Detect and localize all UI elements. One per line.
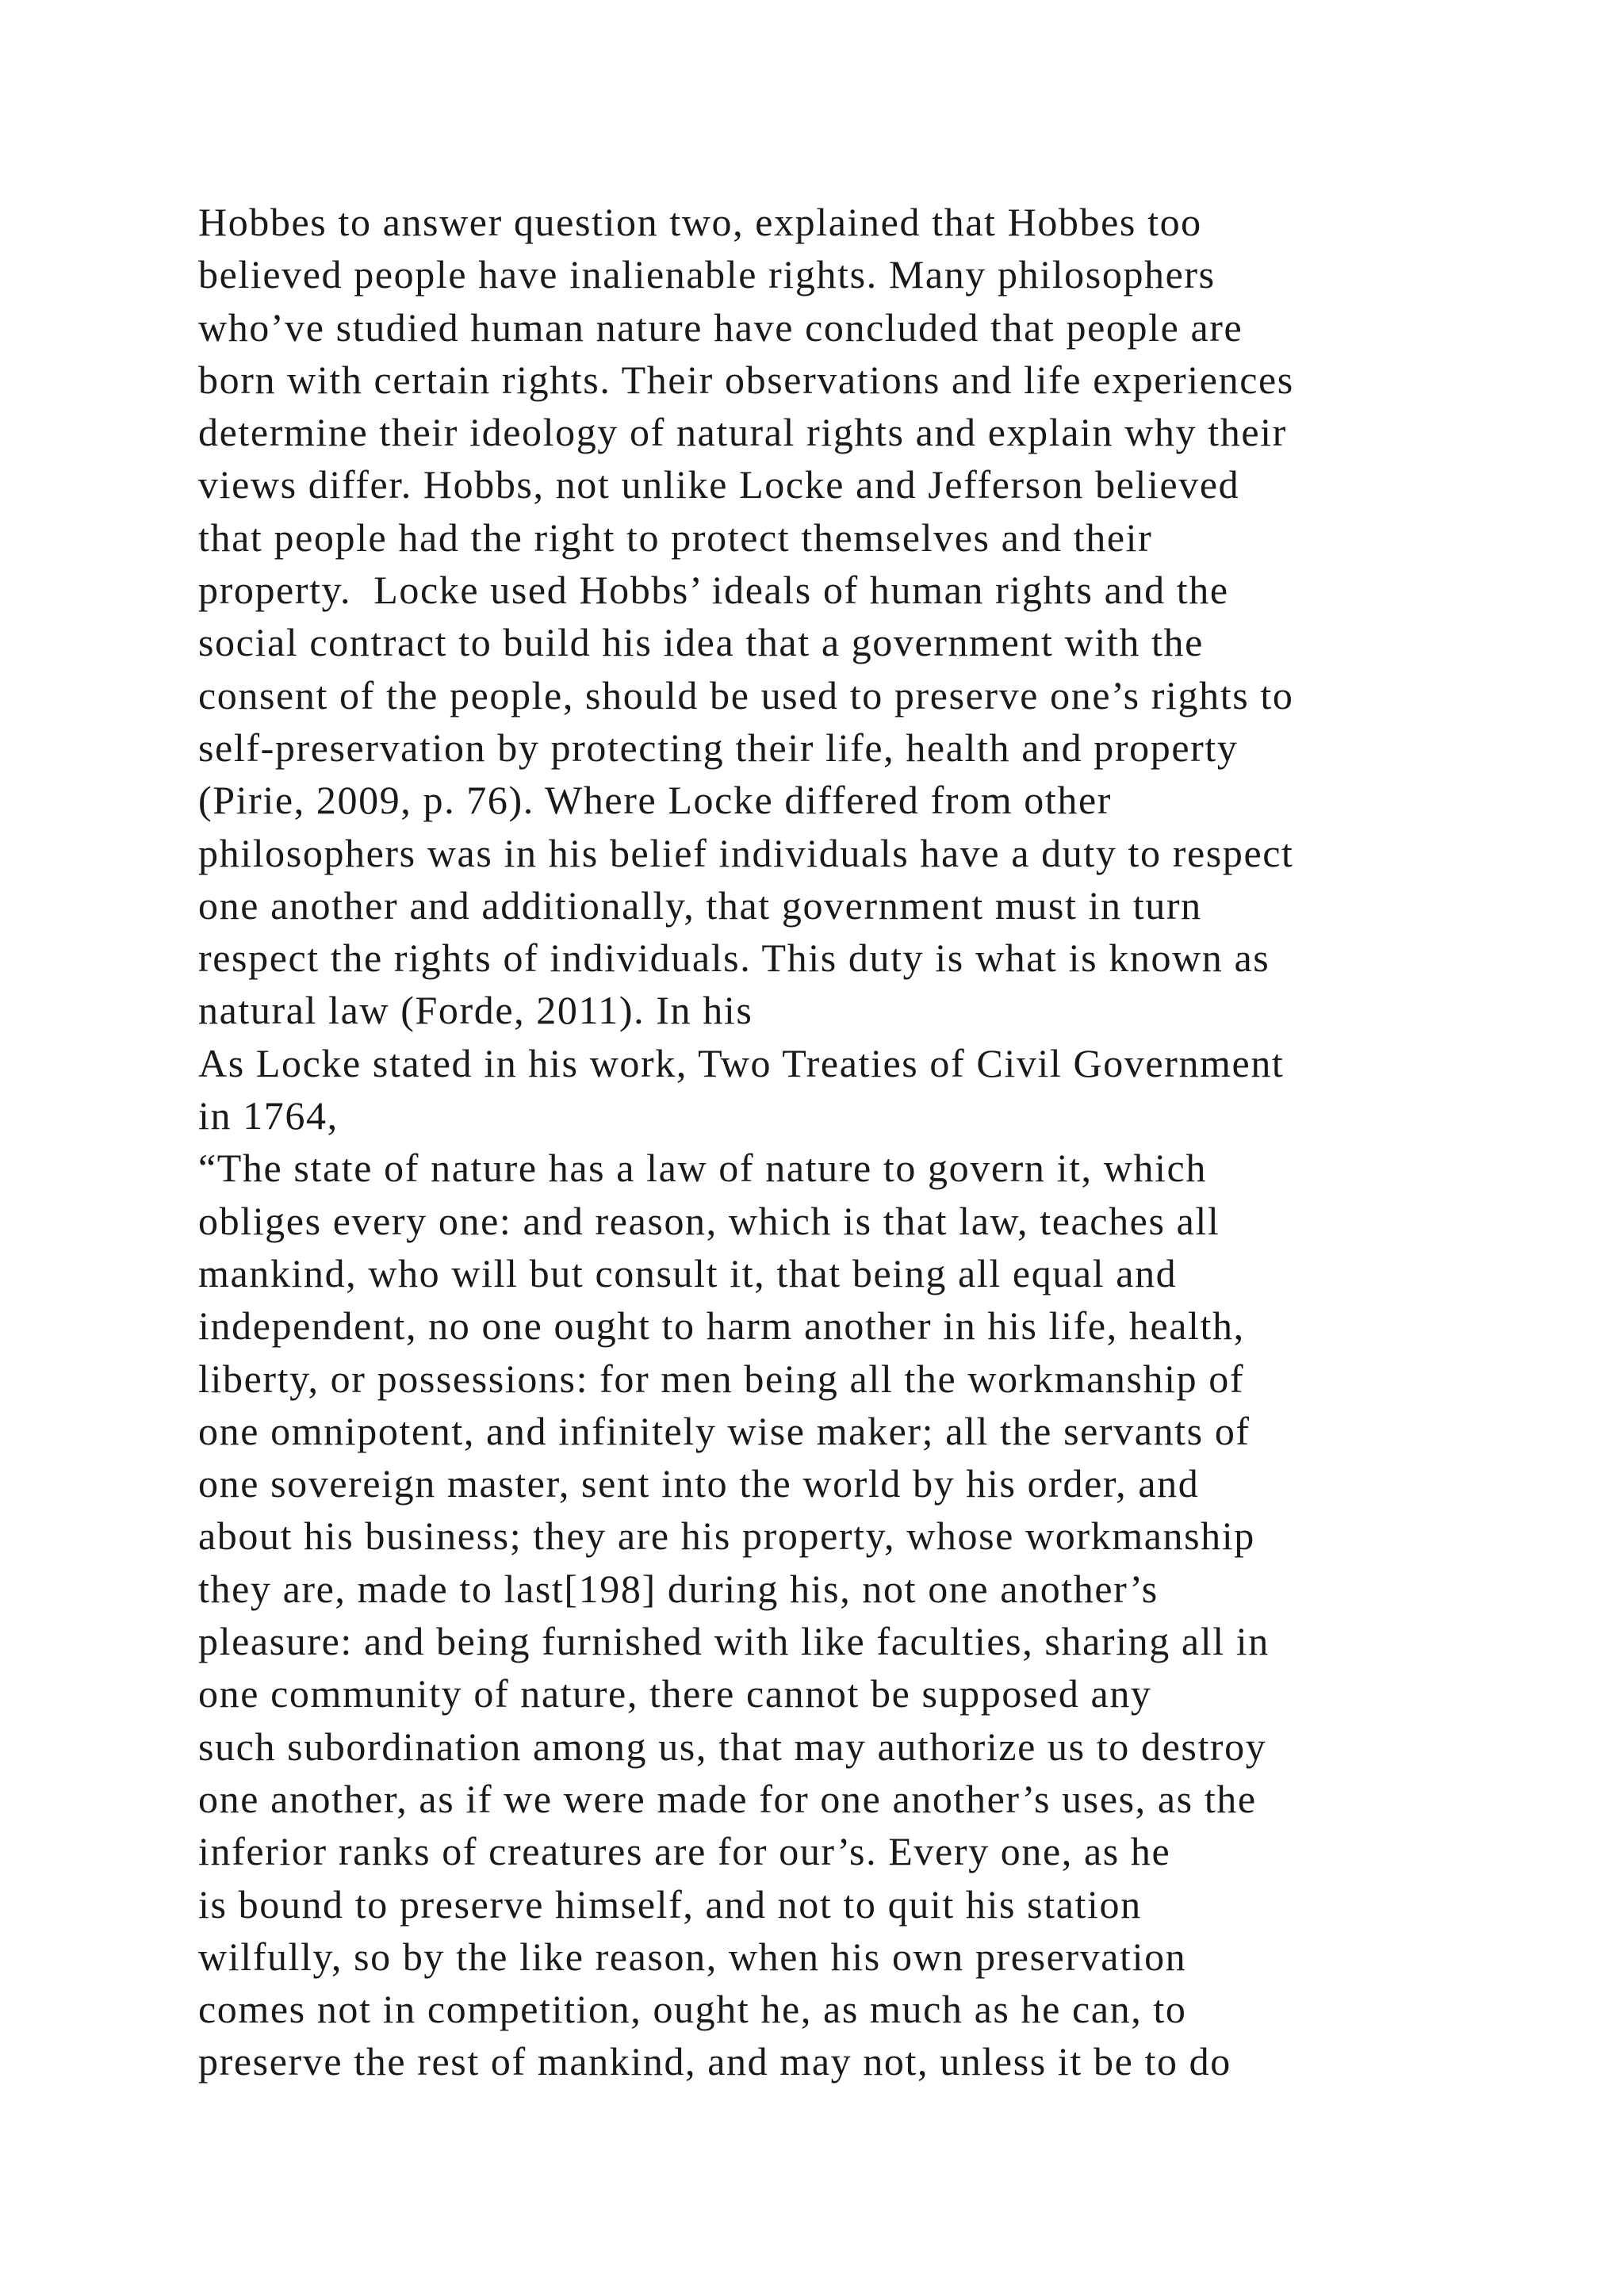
text-line: believed people have inalienable rights. Many philosophers xyxy=(198,252,1216,297)
text-line: (Pirie, 2009, p. 76). Where Locke differed from other xyxy=(198,778,1113,823)
text-line: property. Locke used Hobbs’ ideals of human rights and the xyxy=(198,568,1229,613)
quote-line: mankind, who will but consult it, that being all equal and xyxy=(198,1250,1178,1295)
quote-line: one omnipotent, and infinitely wise maker; all the servants of xyxy=(198,1408,1251,1453)
body-text xyxy=(198,196,1435,2088)
text-line: born with certain rights. Their observations and life experiences xyxy=(198,357,1294,402)
text-line: philosophers was in his belief individuals have a duty to respect xyxy=(198,830,1294,875)
quote-line: “The state of nature has a law of nature to govern it, which xyxy=(198,1146,1207,1191)
text-line: respect the rights of individuals. This duty is what is known as xyxy=(198,936,1270,981)
quote-line: comes not in competition, ought he, as much as he can, to xyxy=(198,1987,1187,2032)
quote-line: pleasure: and being furnished with like faculties, sharing all in xyxy=(198,1619,1270,1664)
quote-line: is bound to preserve himself, and not to quit his station xyxy=(198,1881,1142,1927)
quote-line: liberty, or possessions: for men being all the workmanship of xyxy=(198,1356,1245,1401)
text-line: that people had the right to protect themselves and their xyxy=(198,515,1153,560)
quote-line: one another, as if we were made for one another’s uses, as the xyxy=(198,1776,1257,1821)
text-line: natural law (Forde, 2011). In his xyxy=(198,988,753,1033)
quote-line: obliges every one: and reason, which is that law, teaches all xyxy=(198,1198,1220,1243)
text-line: social contract to build his idea that a government with the xyxy=(198,620,1204,665)
quote-line: wilfully, so by the like reason, when his own preservation xyxy=(198,1934,1187,1979)
quote-line: such subordination among us, that may authorize us to destroy xyxy=(198,1724,1267,1769)
text-line: one another and additionally, that government must in turn xyxy=(198,882,1202,928)
quote-line: inferior ranks of creatures are for our’s. Every one, as he xyxy=(198,1829,1171,1874)
quote-line: independent, no one ought to harm another in his life, health, xyxy=(198,1303,1245,1349)
text-line: Hobbes to answer question two, explained that Hobbes too xyxy=(198,200,1202,244)
text-line: who’ve studied human nature have concluded that people are xyxy=(198,304,1243,350)
text-line: As Locke stated in his work, Two Treaties of Civil Government xyxy=(198,1040,1285,1085)
text-line: determine their ideology of natural rights and explain why their xyxy=(198,410,1287,455)
text-line: in 1764, xyxy=(198,1093,339,1138)
quote-line: one community of nature, there cannot be supposed any xyxy=(198,1671,1152,1716)
text-line: self-preservation by protecting their life, health and property xyxy=(198,725,1239,770)
text-line: consent of the people, should be used to preserve one’s rights to xyxy=(198,672,1294,718)
quote-line: they are, made to last[198] during his, not one another’s xyxy=(198,1566,1159,1611)
quote-line: preserve the rest of mankind, and may not, unless it be to do xyxy=(198,2039,1231,2084)
quote-line: one sovereign master, sent into the world by his order, and xyxy=(198,1461,1200,1506)
text-line: views differ. Hobbs, not unlike Locke and Jefferson believed xyxy=(198,462,1240,507)
quote-line: about his business; they are his property, whose workmanship xyxy=(198,1513,1255,1559)
